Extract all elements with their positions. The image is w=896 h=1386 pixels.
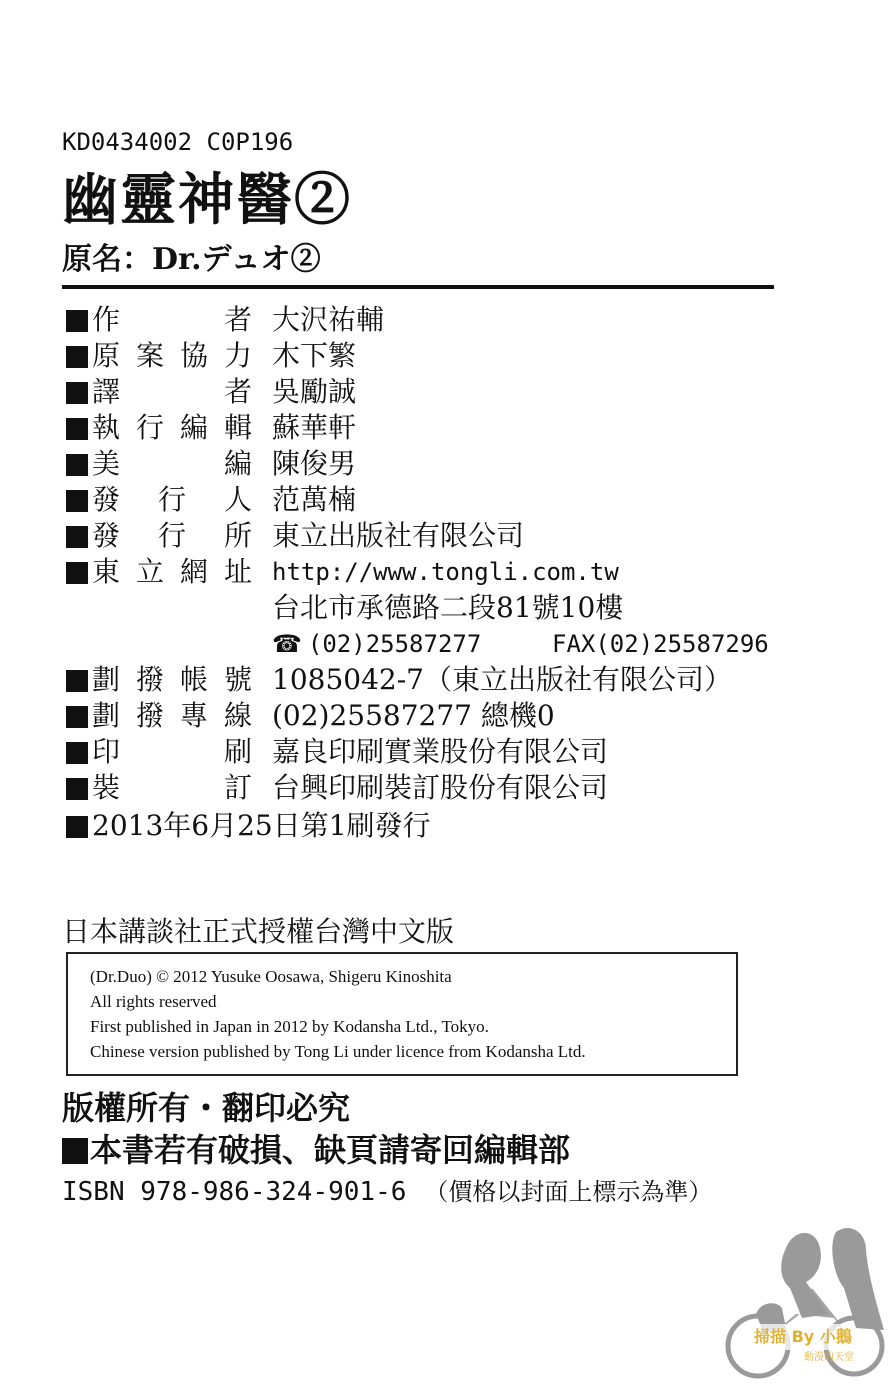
credit-row-printer [62,734,802,770]
watermark-subtext: 動漫的天堂 [804,1352,854,1363]
license-line: Chinese version published by Tong Li under licence from Kodansha Ltd. [90,1042,586,1061]
credit-row-account [62,662,802,698]
telephone-icon: ☎ [272,630,302,658]
license-box [66,952,738,1076]
credit-value: 東立出版社有限公司 [272,519,525,552]
credit-label: 執行編輯 [92,411,252,444]
contact-row [62,626,802,662]
bullet-square [66,778,88,800]
isbn-number: ISBN 978-986-324-901-6 [62,1177,407,1207]
credit-label: 劃撥專線 [92,699,252,732]
phone-text: (02)25587277 [307,630,482,658]
bullet-square [66,706,88,728]
credit-row-collaborator [62,338,802,374]
bullet-square [66,526,88,548]
credit-label: 美編 [92,447,252,480]
license-line: All rights reserved [90,992,217,1011]
address-row [62,590,802,626]
credit-label: 印刷 [92,735,252,768]
credit-label: 裝訂 [92,771,252,804]
credit-value: 木下繁 [272,339,357,372]
credit-row-art-editor [62,446,802,482]
credit-value: 大沢祐輔 [272,303,385,336]
credit-value: 吳勵誠 [272,375,357,408]
credit-label: 東立網址 [92,555,252,588]
license-line: First published in Japan in 2012 by Kodansha Ltd., Tokyo. [90,1017,489,1036]
credit-value: 蘇華軒 [272,411,357,444]
damage-notice [62,1130,570,1170]
bullet-square [66,346,88,368]
product-code: KD0434002 C0P196 [62,128,294,156]
watermark-text: 掃描 By 小鵝 [754,1327,852,1346]
phone-number [272,626,481,662]
credit-label: 原案協力 [92,339,252,372]
license-line: (Dr.Duo) © 2012 Yusuke Oosawa, Shigeru Kinoshita [90,967,452,986]
credit-value: (02)25587277 總機0 [272,699,555,732]
credit-row-publisher-person [62,482,802,518]
bullet-square [62,1138,88,1164]
bullet-square [66,816,88,838]
book-title: 幽靈神醫② [62,167,352,233]
credit-row-author [62,302,802,338]
credit-value: 陳俊男 [272,447,357,480]
credit-value: 1085042-7（東立出版社有限公司） [272,663,732,696]
isbn-line [62,1174,712,1210]
bullet-square [66,562,88,584]
credit-label: 譯者 [92,375,252,408]
credit-value: 台興印刷裝訂股份有限公司 [272,771,609,804]
publish-date: 2013年6月25日第1刷發行 [92,809,431,842]
credit-value: 嘉良印刷實業股份有限公司 [272,735,609,768]
bullet-square [66,670,88,692]
credit-row-hotline [62,698,802,734]
original-title: 原名：Dr.デュオ② [62,242,321,277]
publish-date-row [62,806,802,846]
license-heading: 日本講談社正式授權台灣中文版 [62,915,455,948]
credit-row-publisher [62,518,802,554]
credit-row-translator [62,374,802,410]
credit-label: 劃撥帳號 [92,663,252,696]
credit-row-binder [62,770,802,806]
price-note: （價格以封面上標示為準） [424,1178,713,1206]
website-url: http://www.tongli.com.tw [272,558,619,586]
bullet-square [66,310,88,332]
bullet-square [66,742,88,764]
bullet-square [66,382,88,404]
credits-list [62,302,802,846]
bullet-square [66,490,88,512]
credit-row-editor [62,410,802,446]
damage-text: 本書若有破損、缺頁請寄回編輯部 [90,1131,571,1169]
credit-label: 發行所 [92,519,252,552]
bullet-square [66,418,88,440]
credit-label: 發行人 [92,483,252,516]
rights-notice: 版權所有・翻印必究 [62,1089,351,1127]
title-divider [62,285,774,289]
fax-number: FAX(02)25587296 [552,630,769,658]
bullet-square [66,454,88,476]
street-address: 台北市承德路二段81號10樓 [272,591,624,624]
credit-value: 范萬楠 [272,483,357,516]
bicycle-watermark-icon [716,1218,892,1384]
credit-label: 作者 [92,303,252,336]
credit-row-website [62,554,802,590]
